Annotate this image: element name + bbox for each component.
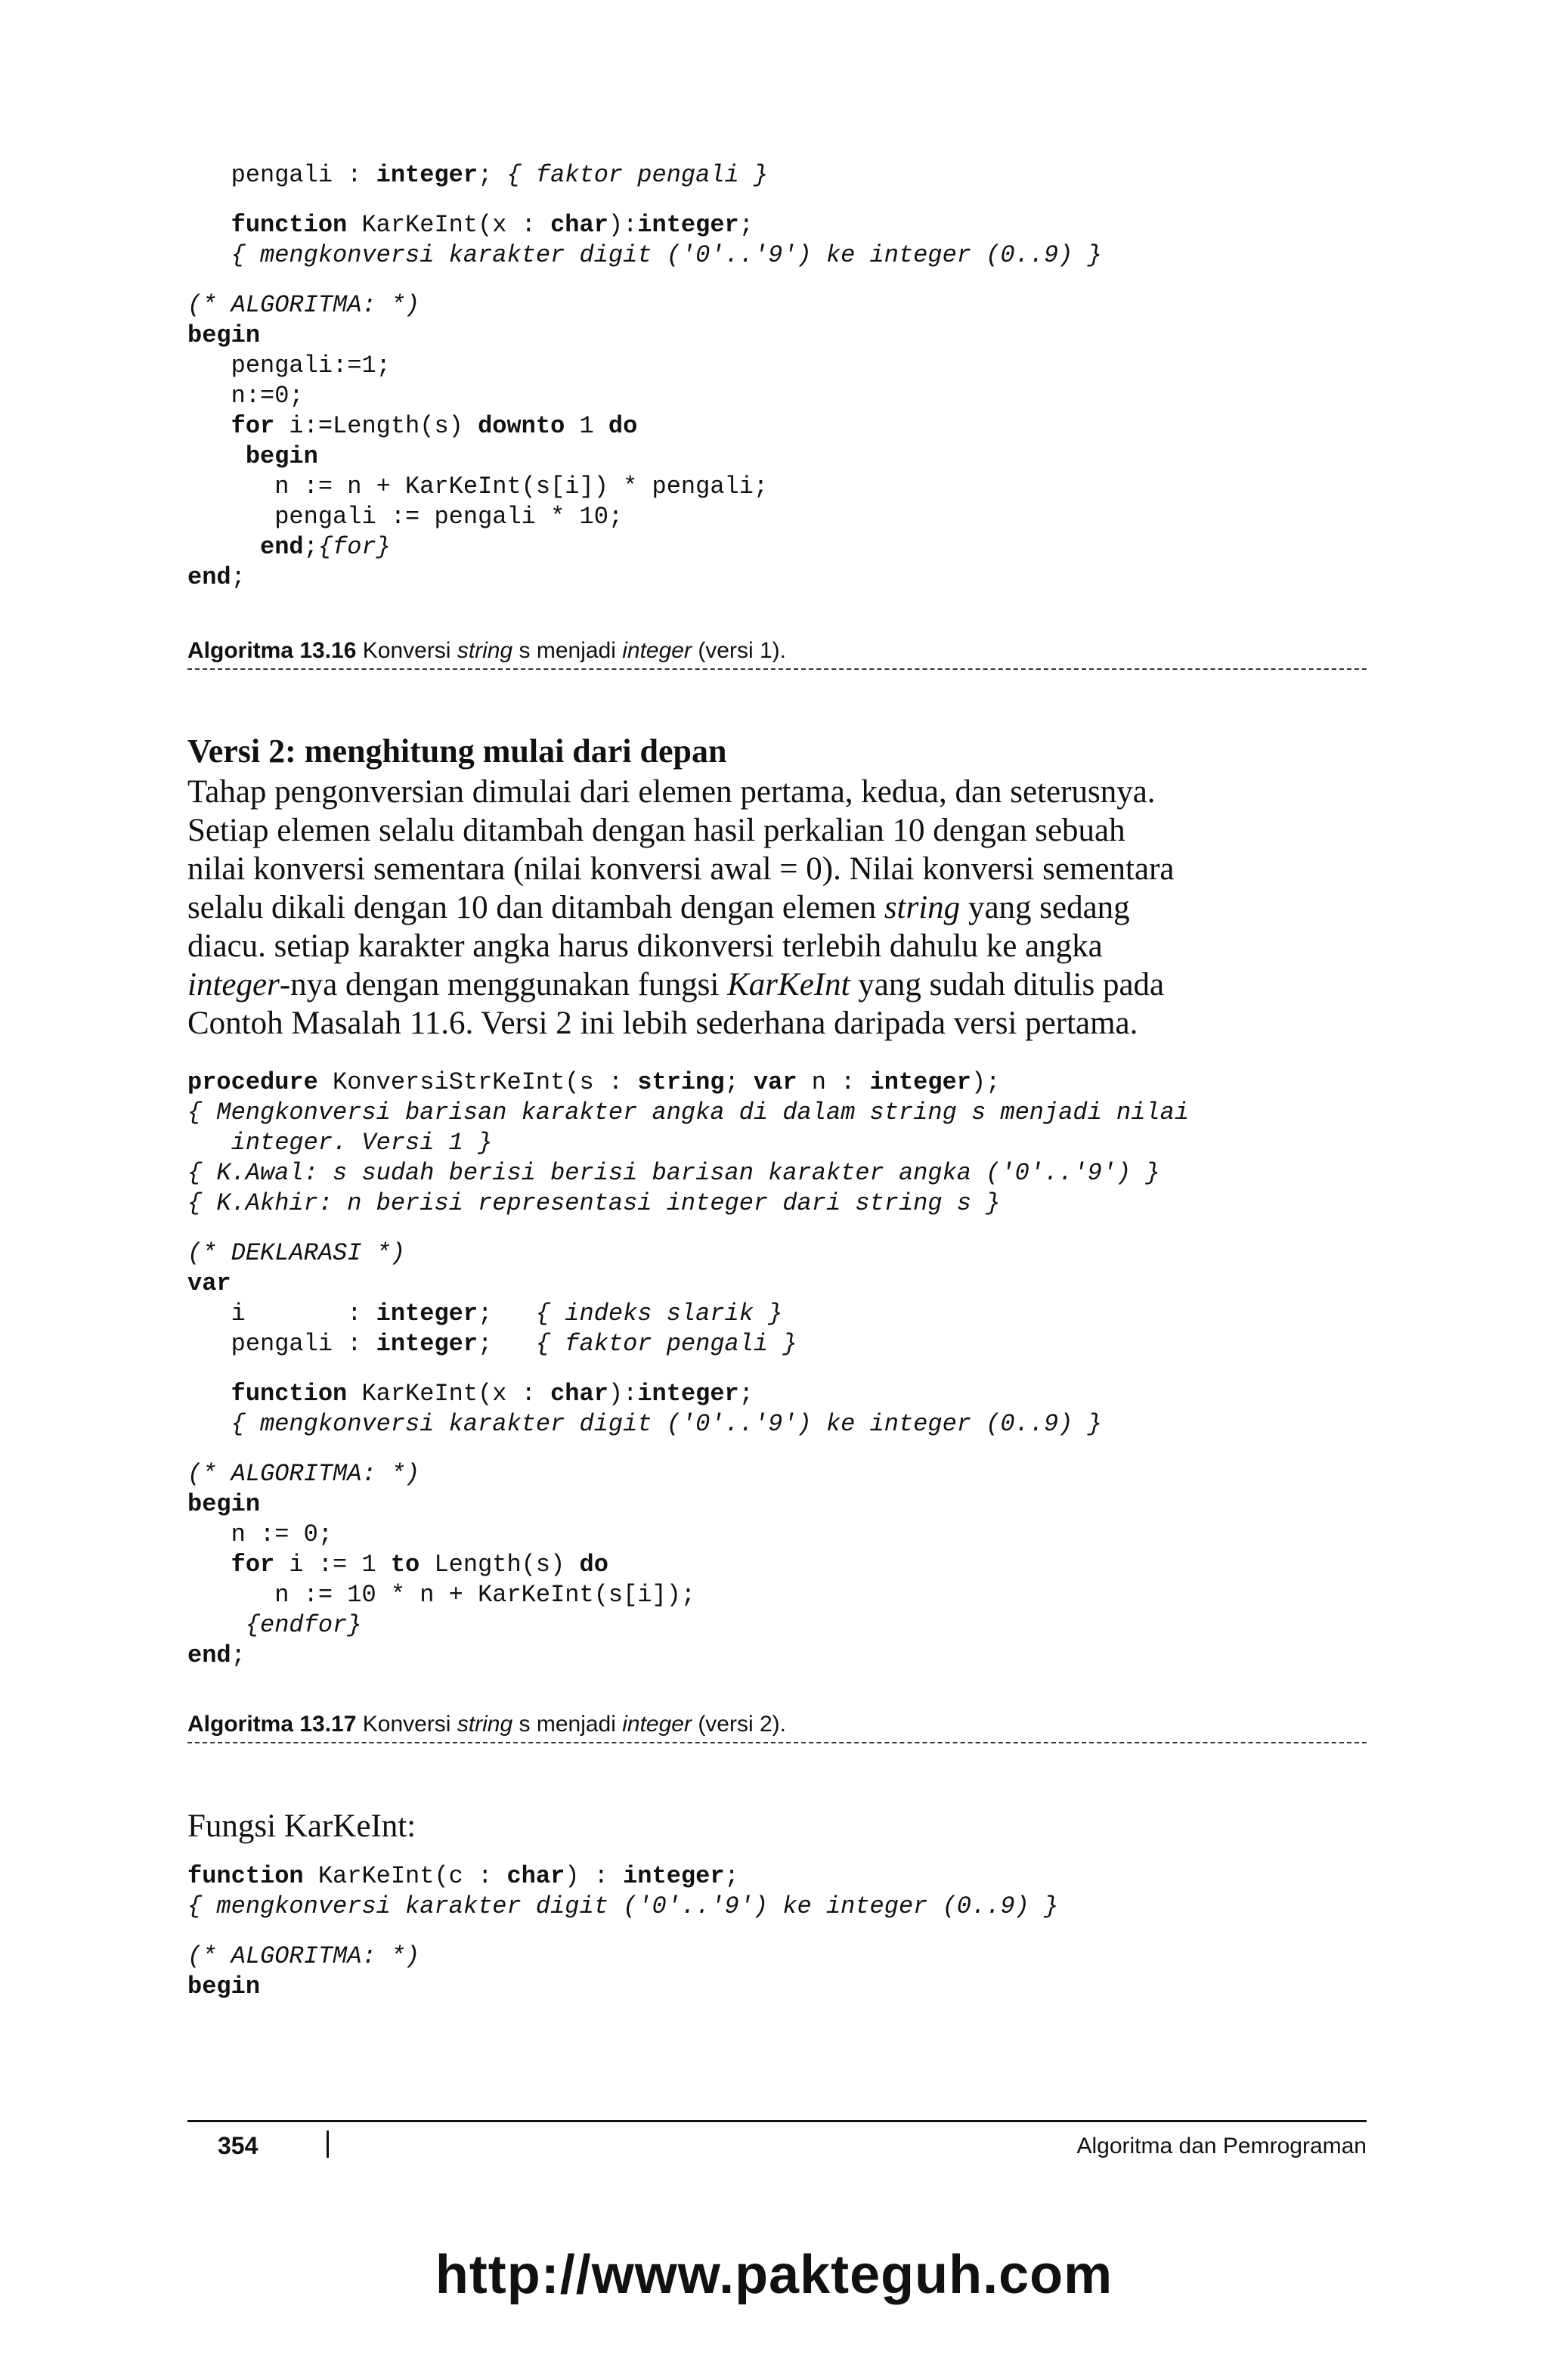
code-line bbox=[187, 532, 1367, 562]
code-line bbox=[187, 240, 1367, 271]
code-keyword: for bbox=[231, 1551, 275, 1579]
code-text bbox=[187, 1972, 260, 2000]
code-keyword: char bbox=[506, 1862, 565, 1890]
paragraph-text: Contoh Masalah 11.6. Versi 2 ini lebih sederhana daripada versi pertama. bbox=[187, 1006, 1138, 1041]
code-keyword: integer bbox=[869, 1068, 971, 1096]
code-line bbox=[187, 1379, 1367, 1409]
code-line bbox=[187, 442, 1367, 472]
code-keyword: begin bbox=[187, 1490, 261, 1518]
code-line bbox=[187, 1580, 1367, 1610]
code-spacer bbox=[187, 1439, 1367, 1459]
paragraph-text: Setiap elemen selalu ditambah dengan hasil perkalian 10 dengan sebuah bbox=[187, 813, 1125, 848]
code-keyword: to bbox=[390, 1551, 420, 1579]
paragraph-emphasis: string bbox=[884, 890, 961, 925]
code-text: pengali:=1; bbox=[187, 352, 391, 380]
code-block-algorithm-13-17 bbox=[187, 1068, 1367, 1671]
code-spacer bbox=[187, 1219, 1367, 1238]
code-keyword: function bbox=[187, 1862, 304, 1890]
caption-text: (versi 1). bbox=[691, 638, 786, 663]
caption-text: s menjadi bbox=[512, 1712, 623, 1737]
paragraph-emphasis: integer bbox=[187, 967, 280, 1003]
code-keyword: var bbox=[187, 1269, 231, 1297]
code-keyword: integer bbox=[637, 211, 739, 239]
code-line bbox=[187, 1238, 1367, 1269]
code-comment: { mengkonversi karakter digit ('0'..'9') ke integer (0..9) } bbox=[187, 1892, 1059, 1920]
code-line bbox=[187, 411, 1367, 442]
code-text: function KarKeInt(x : char):integer; bbox=[231, 211, 754, 239]
code-keyword: integer bbox=[637, 1380, 739, 1408]
code-line bbox=[187, 1610, 1367, 1641]
code-line bbox=[187, 1098, 1367, 1128]
code-text bbox=[187, 442, 318, 470]
code-line bbox=[187, 321, 1367, 351]
code-keyword: function bbox=[231, 1380, 348, 1408]
code-line bbox=[187, 210, 1367, 240]
code-text: pengali : integer; bbox=[187, 1330, 536, 1358]
code-line bbox=[187, 290, 1367, 321]
code-line bbox=[187, 562, 1367, 593]
section-paragraph bbox=[187, 773, 1382, 1043]
code-keyword: end bbox=[260, 533, 304, 561]
caption-emphasis: integer bbox=[622, 1712, 692, 1737]
section-heading: Versi 2: menghitung mulai dari depan bbox=[187, 733, 727, 770]
code-keyword: integer bbox=[376, 1330, 478, 1358]
code-line bbox=[187, 1128, 1367, 1158]
code-text: end; bbox=[187, 563, 246, 591]
caption-text: (versi 2). bbox=[691, 1712, 786, 1737]
paragraph-text: nilai konversi sementara (nilai konversi awal = 0). Nilai konversi sementara bbox=[187, 851, 1175, 887]
code-line bbox=[187, 1550, 1367, 1580]
code-text: pengali := pengali * 10; bbox=[187, 503, 624, 531]
caption-text: s menjadi bbox=[512, 638, 623, 663]
code-line bbox=[187, 351, 1367, 381]
code-keyword: char bbox=[550, 1380, 608, 1408]
code-comment: (* ALGORITMA: *) bbox=[187, 1942, 420, 1970]
code-text: for i := 1 to Length(s) do bbox=[231, 1551, 608, 1579]
paragraph-emphasis: KarKeInt bbox=[727, 967, 850, 1003]
code-keyword: downto bbox=[478, 412, 565, 440]
code-line bbox=[187, 1269, 1367, 1299]
code-text: n := 10 * n + KarKeInt(s[i]); bbox=[187, 1581, 696, 1609]
code-keyword: do bbox=[608, 412, 638, 440]
code-keyword: integer bbox=[623, 1862, 725, 1890]
code-line bbox=[187, 1972, 1367, 2002]
code-keyword: integer bbox=[376, 1300, 478, 1328]
code-text bbox=[187, 1611, 246, 1639]
footer-divider bbox=[327, 2131, 329, 2158]
code-line bbox=[187, 1520, 1367, 1550]
code-block-algorithm-13-16 bbox=[187, 160, 1367, 593]
code-spacer bbox=[187, 271, 1367, 290]
code-comment: { faktor pengali } bbox=[506, 161, 769, 189]
code-keyword: begin bbox=[187, 1972, 261, 2000]
code-keyword: begin bbox=[187, 321, 261, 349]
code-comment: (* ALGORITMA: *) bbox=[187, 291, 420, 319]
code-text bbox=[187, 1410, 231, 1438]
caption-algorithm-13-17 bbox=[187, 1710, 1367, 1739]
code-line bbox=[187, 1861, 1367, 1892]
caption-emphasis: integer bbox=[622, 638, 692, 663]
caption-emphasis: string bbox=[457, 1712, 513, 1737]
code-line bbox=[187, 1489, 1367, 1520]
caption-text: Konversi bbox=[356, 638, 457, 663]
paragraph-text: yang sudah ditulis pada bbox=[850, 967, 1165, 1003]
code-text bbox=[187, 241, 231, 269]
code-text: procedure KonversiStrKeInt(s : string; var n : integer); bbox=[187, 1068, 1001, 1096]
footer-rule bbox=[187, 2120, 1367, 2122]
paragraph-text: selalu dikali dengan 10 dan ditambah dengan elemen bbox=[187, 890, 884, 925]
code-line bbox=[187, 502, 1367, 532]
code-line bbox=[187, 381, 1367, 411]
code-keyword: do bbox=[579, 1551, 608, 1579]
code-keyword: for bbox=[231, 412, 275, 440]
code-keyword: end bbox=[187, 563, 231, 591]
paragraph-line bbox=[187, 888, 1382, 927]
code-comment: {for} bbox=[317, 533, 391, 561]
paragraph-text: -nya dengan menggunakan fungsi bbox=[279, 967, 728, 1003]
code-text bbox=[187, 321, 260, 349]
book-title: Algoritma dan Pemrograman bbox=[1076, 2134, 1367, 2158]
caption-divider bbox=[187, 1742, 1367, 1743]
paragraph-text: yang sedang bbox=[960, 890, 1130, 925]
code-spacer bbox=[187, 1922, 1367, 1941]
code-keyword: string bbox=[637, 1068, 725, 1096]
caption-text: Konversi bbox=[356, 1712, 457, 1737]
code-line bbox=[187, 160, 1367, 191]
code-text: n := 0; bbox=[187, 1520, 333, 1548]
code-text: function KarKeInt(x : char):integer; bbox=[231, 1380, 754, 1408]
paragraph-text: Tahap pengonversian dimulai dari elemen pertama, kedua, dan seterusnya. bbox=[187, 774, 1156, 810]
caption-algorithm-13-16 bbox=[187, 637, 1367, 665]
code-text: n:=0; bbox=[187, 382, 304, 410]
code-text bbox=[187, 1490, 260, 1518]
code-comment: { indeks slarik } bbox=[535, 1300, 783, 1328]
code-comment: { K.Akhir: n berisi representasi integer dari string s } bbox=[187, 1189, 1001, 1217]
code-line bbox=[187, 1941, 1367, 1972]
code-line bbox=[187, 1892, 1367, 1922]
code-line bbox=[187, 1409, 1367, 1439]
code-keyword: begin bbox=[245, 442, 318, 470]
code-text bbox=[187, 1269, 231, 1297]
code-comment: (* DEKLARASI *) bbox=[187, 1239, 406, 1267]
code-text: i : integer; bbox=[187, 1300, 536, 1328]
code-text: end; bbox=[260, 533, 318, 561]
code-line bbox=[187, 1329, 1367, 1359]
watermark-url: http://www.pakteguh.com bbox=[435, 2245, 1113, 2305]
code-comment: { Mengkonversi barisan karakter angka di dalam string s menjadi nilai bbox=[187, 1099, 1190, 1126]
caption-emphasis: string bbox=[457, 638, 513, 663]
paragraph-line bbox=[187, 850, 1382, 888]
paragraph-line bbox=[187, 1004, 1382, 1043]
code-comment: (* ALGORITMA: *) bbox=[187, 1460, 420, 1488]
caption-number: Algoritma 13.17 bbox=[187, 1712, 357, 1737]
code-keyword: var bbox=[753, 1068, 797, 1096]
paragraph-line bbox=[187, 773, 1382, 811]
subsection-heading: Fungsi KarKeInt: bbox=[187, 1808, 416, 1844]
code-keyword: end bbox=[187, 1641, 231, 1669]
code-line bbox=[187, 1299, 1367, 1329]
paragraph-line bbox=[187, 811, 1382, 850]
code-line bbox=[187, 1641, 1367, 1671]
code-line bbox=[187, 472, 1367, 502]
code-comment: { faktor pengali } bbox=[535, 1330, 797, 1358]
code-keyword: function bbox=[231, 211, 348, 239]
code-keyword: integer bbox=[376, 161, 478, 189]
code-comment: { mengkonversi karakter digit ('0'..'9') ke integer (0..9) } bbox=[231, 241, 1102, 269]
code-block-karkeint bbox=[187, 1861, 1367, 2002]
code-comment: { mengkonversi karakter digit ('0'..'9') ke integer (0..9) } bbox=[231, 1410, 1102, 1438]
code-comment: { K.Awal: s sudah berisi berisi barisan karakter angka ('0'..'9') } bbox=[187, 1159, 1160, 1187]
code-line bbox=[187, 1459, 1367, 1489]
code-spacer bbox=[187, 1359, 1367, 1379]
code-keyword: procedure bbox=[187, 1068, 318, 1096]
paragraph-text: diacu. setiap karakter angka harus dikonversi terlebih dahulu ke angka bbox=[187, 928, 1103, 964]
paragraph-line bbox=[187, 927, 1382, 965]
paragraph-line bbox=[187, 965, 1382, 1004]
code-text: pengali : integer; bbox=[187, 161, 507, 189]
code-line bbox=[187, 1188, 1367, 1219]
code-comment: {endfor} bbox=[245, 1611, 362, 1639]
code-line bbox=[187, 1068, 1367, 1098]
code-comment: integer. Versi 1 } bbox=[187, 1129, 493, 1157]
code-text: n := n + KarKeInt(s[i]) * pengali; bbox=[187, 473, 769, 500]
code-keyword: char bbox=[550, 211, 608, 239]
code-text: for i:=Length(s) downto 1 do bbox=[231, 412, 638, 440]
caption-divider bbox=[187, 668, 1367, 670]
code-spacer bbox=[187, 191, 1367, 210]
code-line bbox=[187, 1158, 1367, 1188]
code-text: end; bbox=[187, 1641, 246, 1669]
caption-number: Algoritma 13.16 bbox=[187, 638, 357, 663]
code-text: function KarKeInt(c : char) : integer; bbox=[187, 1862, 739, 1890]
page-number: 354 bbox=[218, 2132, 259, 2159]
